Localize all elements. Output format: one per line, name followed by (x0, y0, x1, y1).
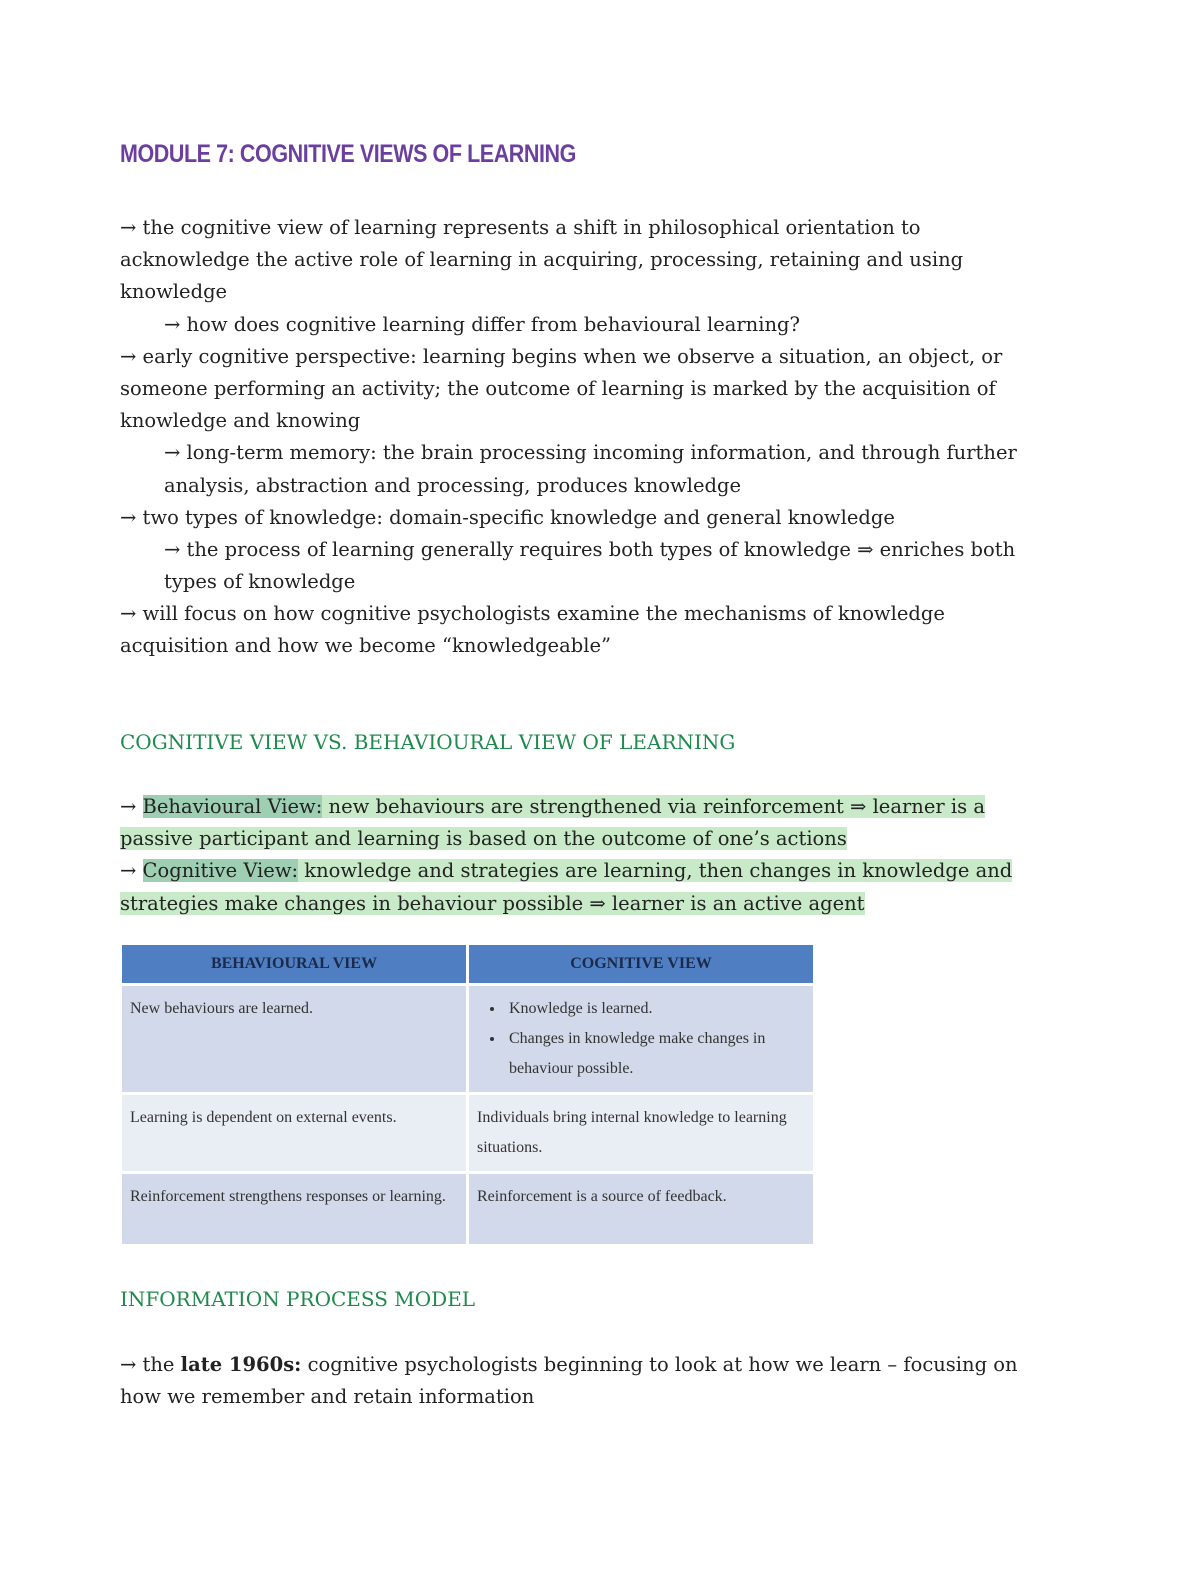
behavioural-view-term: Behavioural View: (142, 795, 323, 818)
arrow-marker: → (120, 795, 143, 818)
intro-notes (120, 212, 1080, 663)
comparison-table (122, 945, 813, 1244)
note-line: knowledge and knowing (120, 409, 361, 433)
table-header-row (122, 945, 813, 985)
note-line-indented: analysis, abstraction and processing, produces knowledge (164, 473, 742, 497)
list-item: • Knowledge is learned. (505, 994, 805, 1024)
comparison-notes (120, 791, 1080, 920)
cognitive-view-term: Cognitive View: (142, 859, 299, 883)
note-line-indented: → the process of learning generally requires both types of knowledge ⇒ enriches both (164, 537, 1016, 561)
table-cell-behavioural: New behaviours are learned. (122, 985, 468, 1094)
arrow-marker: → (120, 859, 143, 883)
table-row (122, 1094, 813, 1173)
note-line: how we remember and retain information (120, 1385, 535, 1409)
period-term: late 1960s: (180, 1353, 302, 1376)
behavioural-view-text: new behaviours are strengthened via reinforcement ⇒ learner is a (322, 795, 985, 818)
section-heading-comparison: COGNITIVE VIEW VS. BEHAVIOURAL VIEW OF LEARNING (120, 730, 736, 754)
table-row (122, 1173, 813, 1245)
note-line-indented: types of knowledge (164, 570, 356, 594)
note-text: cognitive psychologists beginning to look at how we learn – focusing on (301, 1353, 1018, 1376)
table-cell-cognitive (468, 985, 814, 1094)
table-cell-cognitive: Reinforcement is a source of feedback. (468, 1173, 814, 1245)
cognitive-view-line-cont (120, 888, 1080, 920)
table-cell-cognitive: Individuals bring internal knowledge to learning situations. (468, 1094, 814, 1173)
page-title: MODULE 7: COGNITIVE VIEWS OF LEARNING (120, 140, 576, 168)
section-heading-information-process: INFORMATION PROCESS MODEL (120, 1287, 476, 1311)
table-cell-behavioural: Learning is dependent on external events. (122, 1094, 468, 1173)
note-line: → will focus on how cognitive psychologists examine the mechanisms of knowledge (120, 602, 945, 626)
cognitive-view-text: knowledge and strategies are learning, then changes in knowledge and (298, 859, 1013, 883)
note-line: → the cognitive view of learning represents a shift in philosophical orientation to (120, 216, 921, 239)
bullet-list (477, 994, 805, 1084)
note-line-indented: → how does cognitive learning differ from behavioural learning? (164, 312, 800, 336)
cognitive-view-line (120, 855, 1080, 887)
behavioural-view-text-cont: passive participant and learning is based on the outcome of one’s actions (120, 827, 847, 851)
note-line: acquisition and how we become “knowledgeable” (120, 634, 611, 658)
note-line: someone performing an activity; the outcome of learning is marked by the acquisition of (120, 376, 996, 400)
table-row (122, 985, 813, 1094)
note-line: → two types of knowledge: domain-specific knowledge and general knowledge (120, 505, 895, 529)
information-process-notes (120, 1349, 1080, 1413)
list-item: • Changes in knowledge make changes in behaviour possible. (505, 1024, 805, 1084)
behavioural-view-line-cont (120, 823, 1080, 855)
cognitive-view-text-cont: strategies make changes in behaviour possible ⇒ learner is an active agent (120, 891, 865, 915)
note-line (120, 1349, 1080, 1381)
note-line-indented: → long-term memory: the brain processing incoming information, and through further (164, 441, 1017, 465)
behavioural-view-line (120, 791, 1080, 823)
column-header-behavioural: BEHAVIOURAL VIEW (122, 945, 468, 985)
arrow-marker: → the (120, 1353, 181, 1376)
table-cell-behavioural: Reinforcement strengthens responses or learning. (122, 1173, 468, 1245)
column-header-cognitive: COGNITIVE VIEW (468, 945, 814, 985)
note-line: acknowledge the active role of learning in acquiring, processing, retaining and using (120, 248, 964, 272)
note-line: → early cognitive perspective: learning begins when we observe a situation, an object, or (120, 344, 1003, 368)
note-line: knowledge (120, 280, 228, 304)
